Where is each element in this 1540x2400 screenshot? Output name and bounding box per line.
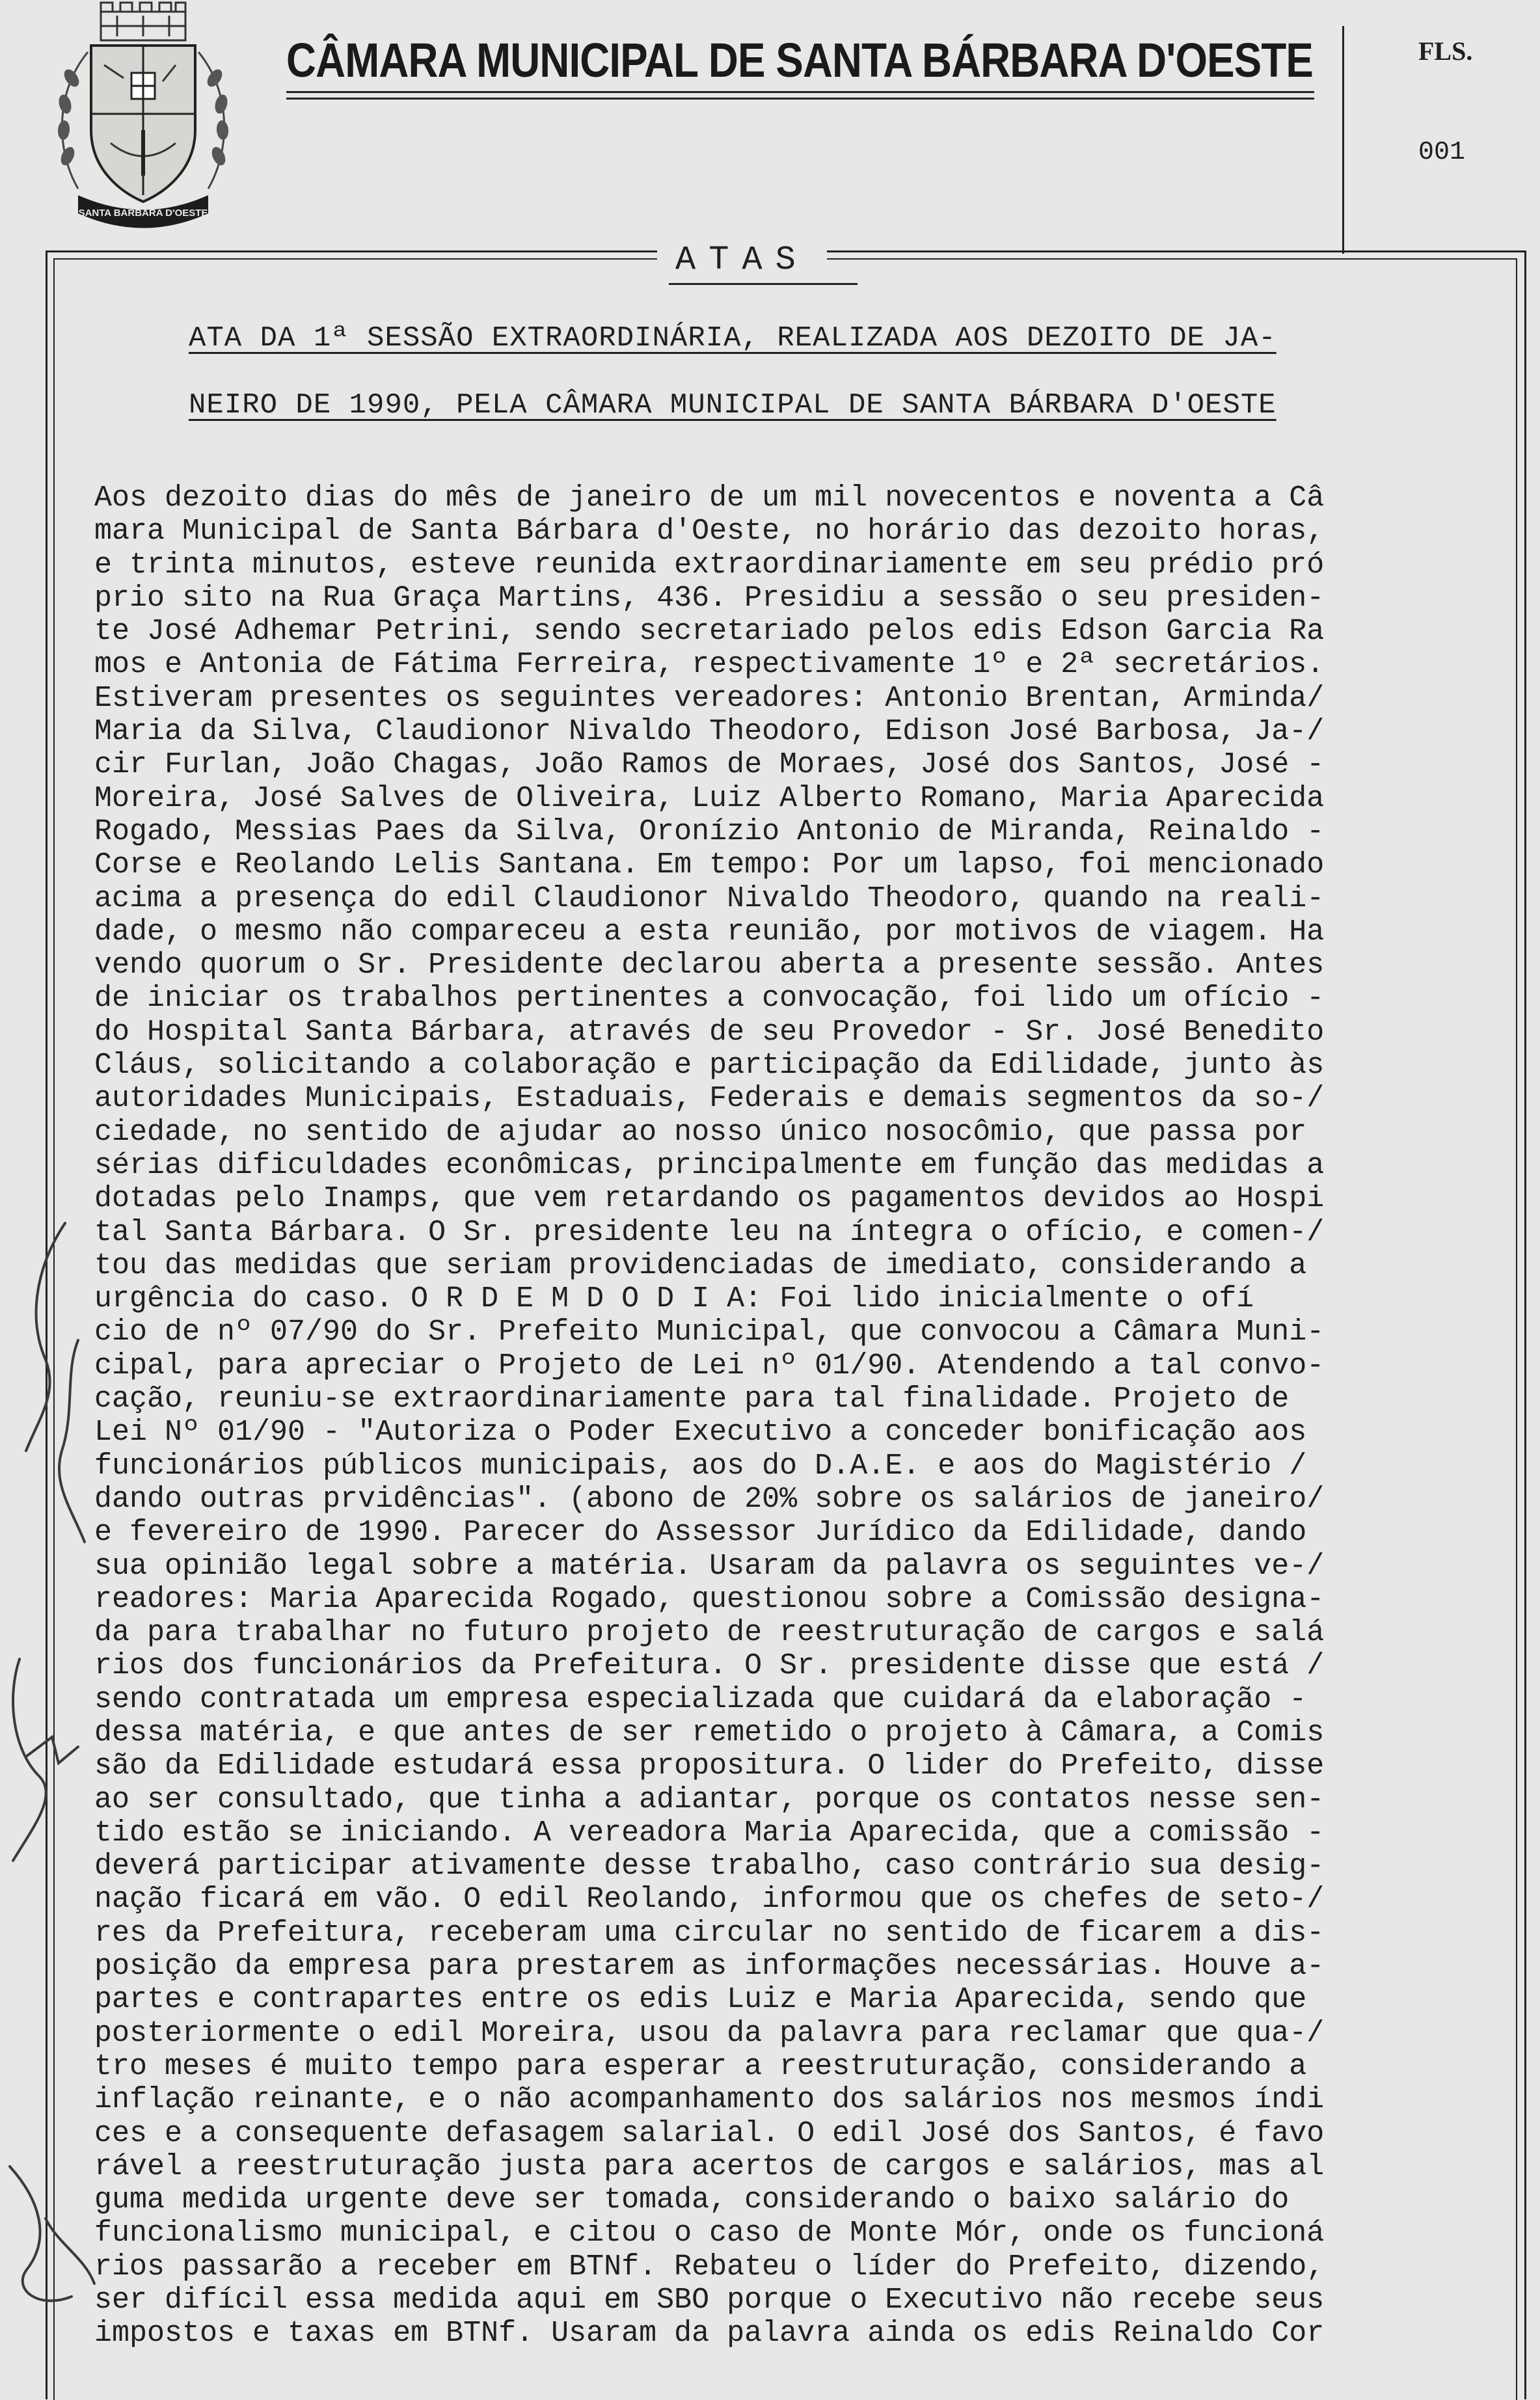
minutes-body-line: te José Adhemar Petrini, sendo secretariado pelos edis Edson Garcia Ra <box>94 615 1325 649</box>
minutes-body-line: Corse e Reolando Lelis Santana. Em tempo: Por um lapso, foi mencionado <box>94 848 1325 882</box>
minutes-body-line: sendo contratada um empresa especializada que cuidará da elaboração - <box>94 1682 1307 1716</box>
minutes-body-line: Aos dezoito dias do mês de janeiro de um mil novecentos e noventa a Câ <box>94 481 1325 515</box>
section-title: ATAS <box>657 241 827 279</box>
minutes-heading-line-2: NEIRO DE 1990, PELA CÂMARA MUNICIPAL DE SANTA BÁRBARA D'OESTE <box>189 389 1277 422</box>
minutes-body-line: posteriormente o edil Moreira, usou da palavra para reclamar que qua-/ <box>94 2016 1325 2050</box>
minutes-body-line: partes e contrapartes entre os edis Luiz e Maria Aparecida, sendo que <box>94 1983 1307 2017</box>
minutes-body-line: dando outras prvidências". (abono de 20% sobre os salários de janeiro/ <box>94 1482 1325 1516</box>
minutes-body-line: dotadas pelo Inamps, que vem retardando os pagamentos devidos ao Hospi <box>94 1182 1325 1216</box>
page-number: 001 <box>1418 138 1466 167</box>
minutes-body-line: do Hospital Santa Bárbara, através de seu Provedor - Sr. José Benedito <box>94 1015 1325 1049</box>
minutes-body-line: ao ser consultado, que tinha a adiantar, porque os contatos nesse sen- <box>94 1783 1325 1816</box>
seal-text: SANTA BARBARA D'OESTE <box>78 208 208 219</box>
minutes-body-line: rios passarão a receber em BTNf. Rebateu o líder do Prefeito, dizendo, <box>94 2250 1325 2284</box>
section-title-underline <box>669 283 858 285</box>
margin-signature <box>0 1204 98 2381</box>
minutes-body-line: tou das medidas que seriam providenciadas de imediato, considerando a <box>94 1248 1307 1282</box>
minutes-body-line: urgência do caso. O R D E M D O D I A: Foi lido inicialmente o ofí <box>94 1282 1254 1316</box>
header-rule-top <box>286 91 1314 93</box>
minutes-body-line: cipal, para apreciar o Projeto de Lei nº 01/90. Atendendo a tal convo- <box>94 1349 1325 1382</box>
minutes-body-line: mara Municipal de Santa Bárbara d'Oeste, no horário das dezoito horas, <box>94 515 1325 548</box>
minutes-body-line: Lei Nº 01/90 - "Autoriza o Poder Executivo a conceder bonificação aos <box>94 1416 1307 1449</box>
header-rule-bottom <box>286 98 1314 100</box>
minutes-body-line: Rogado, Messias Paes da Silva, Oronízio Antonio de Miranda, Reinaldo - <box>94 815 1325 848</box>
minutes-body-line: mos e Antonia de Fátima Ferreira, respectivamente 1º e 2ª secretários. <box>94 648 1325 682</box>
minutes-body-line: inflação reinante, e o não acompanhamento dos salários nos mesmos índi <box>94 2083 1325 2117</box>
minutes-body-line: rios dos funcionários da Prefeitura. O Sr. presidente disse que está / <box>94 1649 1325 1683</box>
minutes-body-line: posição da empresa para prestarem as informações necessárias. Houve a- <box>94 1950 1325 1984</box>
minutes-body-line: ser difícil essa medida aqui em SBO porque o Executivo não recebe seus <box>94 2284 1325 2317</box>
minutes-body-line: Cláus, solicitando a colaboração e participação da Edilidade, junto às <box>94 1049 1325 1083</box>
minutes-body-line: dade, o mesmo não compareceu a esta reunião, por motivos de viagem. Ha <box>94 915 1325 949</box>
folio-divider <box>1342 26 1344 254</box>
minutes-body-line: Maria da Silva, Claudionor Nivaldo Theodoro, Edison José Barbosa, Ja-/ <box>94 715 1325 749</box>
minutes-body <box>94 481 1487 2351</box>
minutes-body-line: impostos e taxas em BTNf. Usaram da palavra ainda os edis Reinaldo Cor <box>94 2317 1325 2351</box>
minutes-body-line: são da Edilidade estudará essa propositura. O lider do Prefeito, disse <box>94 1749 1325 1783</box>
minutes-body-line: prio sito na Rua Graça Martins, 436. Presidiu a sessão o seu presiden- <box>94 581 1325 615</box>
minutes-body-line: vendo quorum o Sr. Presidente declarou aberta a presente sessão. Antes <box>94 949 1325 982</box>
minutes-body-line: sua opinião legal sobre a matéria. Usaram da palavra os seguintes ve-/ <box>94 1549 1325 1583</box>
minutes-body-line: dessa matéria, e que antes de ser remetido o projeto à Câmara, a Comis <box>94 1716 1325 1749</box>
minutes-body-line: da para trabalhar no futuro projeto de reestruturação de cargos e salá <box>94 1616 1325 1650</box>
municipal-coat-of-arms <box>52 0 234 231</box>
fls-label: FLS. <box>1418 36 1473 66</box>
minutes-body-line: cação, reuniu-se extraordinariamente para tal finalidade. Projeto de <box>94 1382 1290 1416</box>
minutes-body-line: guma medida urgente deve ser tomada, considerando o baixo salário do <box>94 2183 1290 2217</box>
minutes-body-line: tro meses é muito tempo para esperar a reestruturação, considerando a <box>94 2049 1307 2083</box>
minutes-heading-line-1: ATA DA 1ª SESSÃO EXTRAORDINÁRIA, REALIZADA AOS DEZOITO DE JA- <box>189 322 1277 355</box>
minutes-body-line: e fevereiro de 1990. Parecer do Assessor Jurídico da Edilidade, dando <box>94 1516 1307 1550</box>
minutes-body-line: deverá participar ativamente desse trabalho, caso contrário sua desig- <box>94 1850 1325 1883</box>
minutes-body-line: Moreira, José Salves de Oliveira, Luiz Alberto Romano, Maria Aparecida <box>94 781 1325 815</box>
institution-name: CÂMARA MUNICIPAL DE SANTA BÁRBARA D'OESTE <box>286 33 1313 87</box>
minutes-body-line: res da Prefeitura, receberam uma circular no sentido de ficarem a dis- <box>94 1916 1325 1950</box>
minutes-body-line: nação ficará em vão. O edil Reolando, informou que os chefes de seto-/ <box>94 1883 1325 1917</box>
minutes-body-line: ciedade, no sentido de ajudar ao nosso único nosocômio, que passa por <box>94 1115 1307 1149</box>
minutes-body-line: tido estão se iniciando. A vereadora Maria Aparecida, que a comissão - <box>94 1816 1325 1850</box>
minutes-body-line: funcionários públicos municipais, aos do D.A.E. e aos do Magistério / <box>94 1449 1307 1483</box>
minutes-body-line: autoridades Municipais, Estaduais, Federais e demais segmentos da so-/ <box>94 1082 1325 1116</box>
minutes-body-line: sérias dificuldades econômicas, principalmente em função das medidas a <box>94 1148 1325 1182</box>
minutes-body-line: acima a presença do edil Claudionor Nivaldo Theodoro, quando na reali- <box>94 882 1325 915</box>
minutes-body-line: Estiveram presentes os seguintes vereadores: Antonio Brentan, Arminda/ <box>94 681 1325 715</box>
minutes-body-line: e trinta minutos, esteve reunida extraordinariamente em seu prédio pró <box>94 548 1325 582</box>
minutes-body-line: de iniciar os trabalhos pertinentes a convocação, foi lido um ofício - <box>94 982 1325 1016</box>
minutes-body-line: funcionalismo municipal, e citou o caso de Monte Mór, onde os funcioná <box>94 2217 1325 2250</box>
minutes-body-line: ces e a consequente defasagem salarial. O edil José dos Santos, é favo <box>94 2116 1325 2150</box>
minutes-body-line: tal Santa Bárbara. O Sr. presidente leu na íntegra o ofício, e comen-/ <box>94 1215 1325 1249</box>
minutes-body-line: rável a reestruturação justa para acertos de cargos e salários, mas al <box>94 2150 1325 2183</box>
minutes-body-line: cir Furlan, João Chagas, João Ramos de Moraes, José dos Santos, José - <box>94 748 1325 782</box>
minutes-body-line: readores: Maria Aparecida Rogado, questionou sobre a Comissão designa- <box>94 1582 1325 1616</box>
minutes-body-line: cio de nº 07/90 do Sr. Prefeito Municipal, que convocou a Câmara Muni- <box>94 1315 1325 1349</box>
